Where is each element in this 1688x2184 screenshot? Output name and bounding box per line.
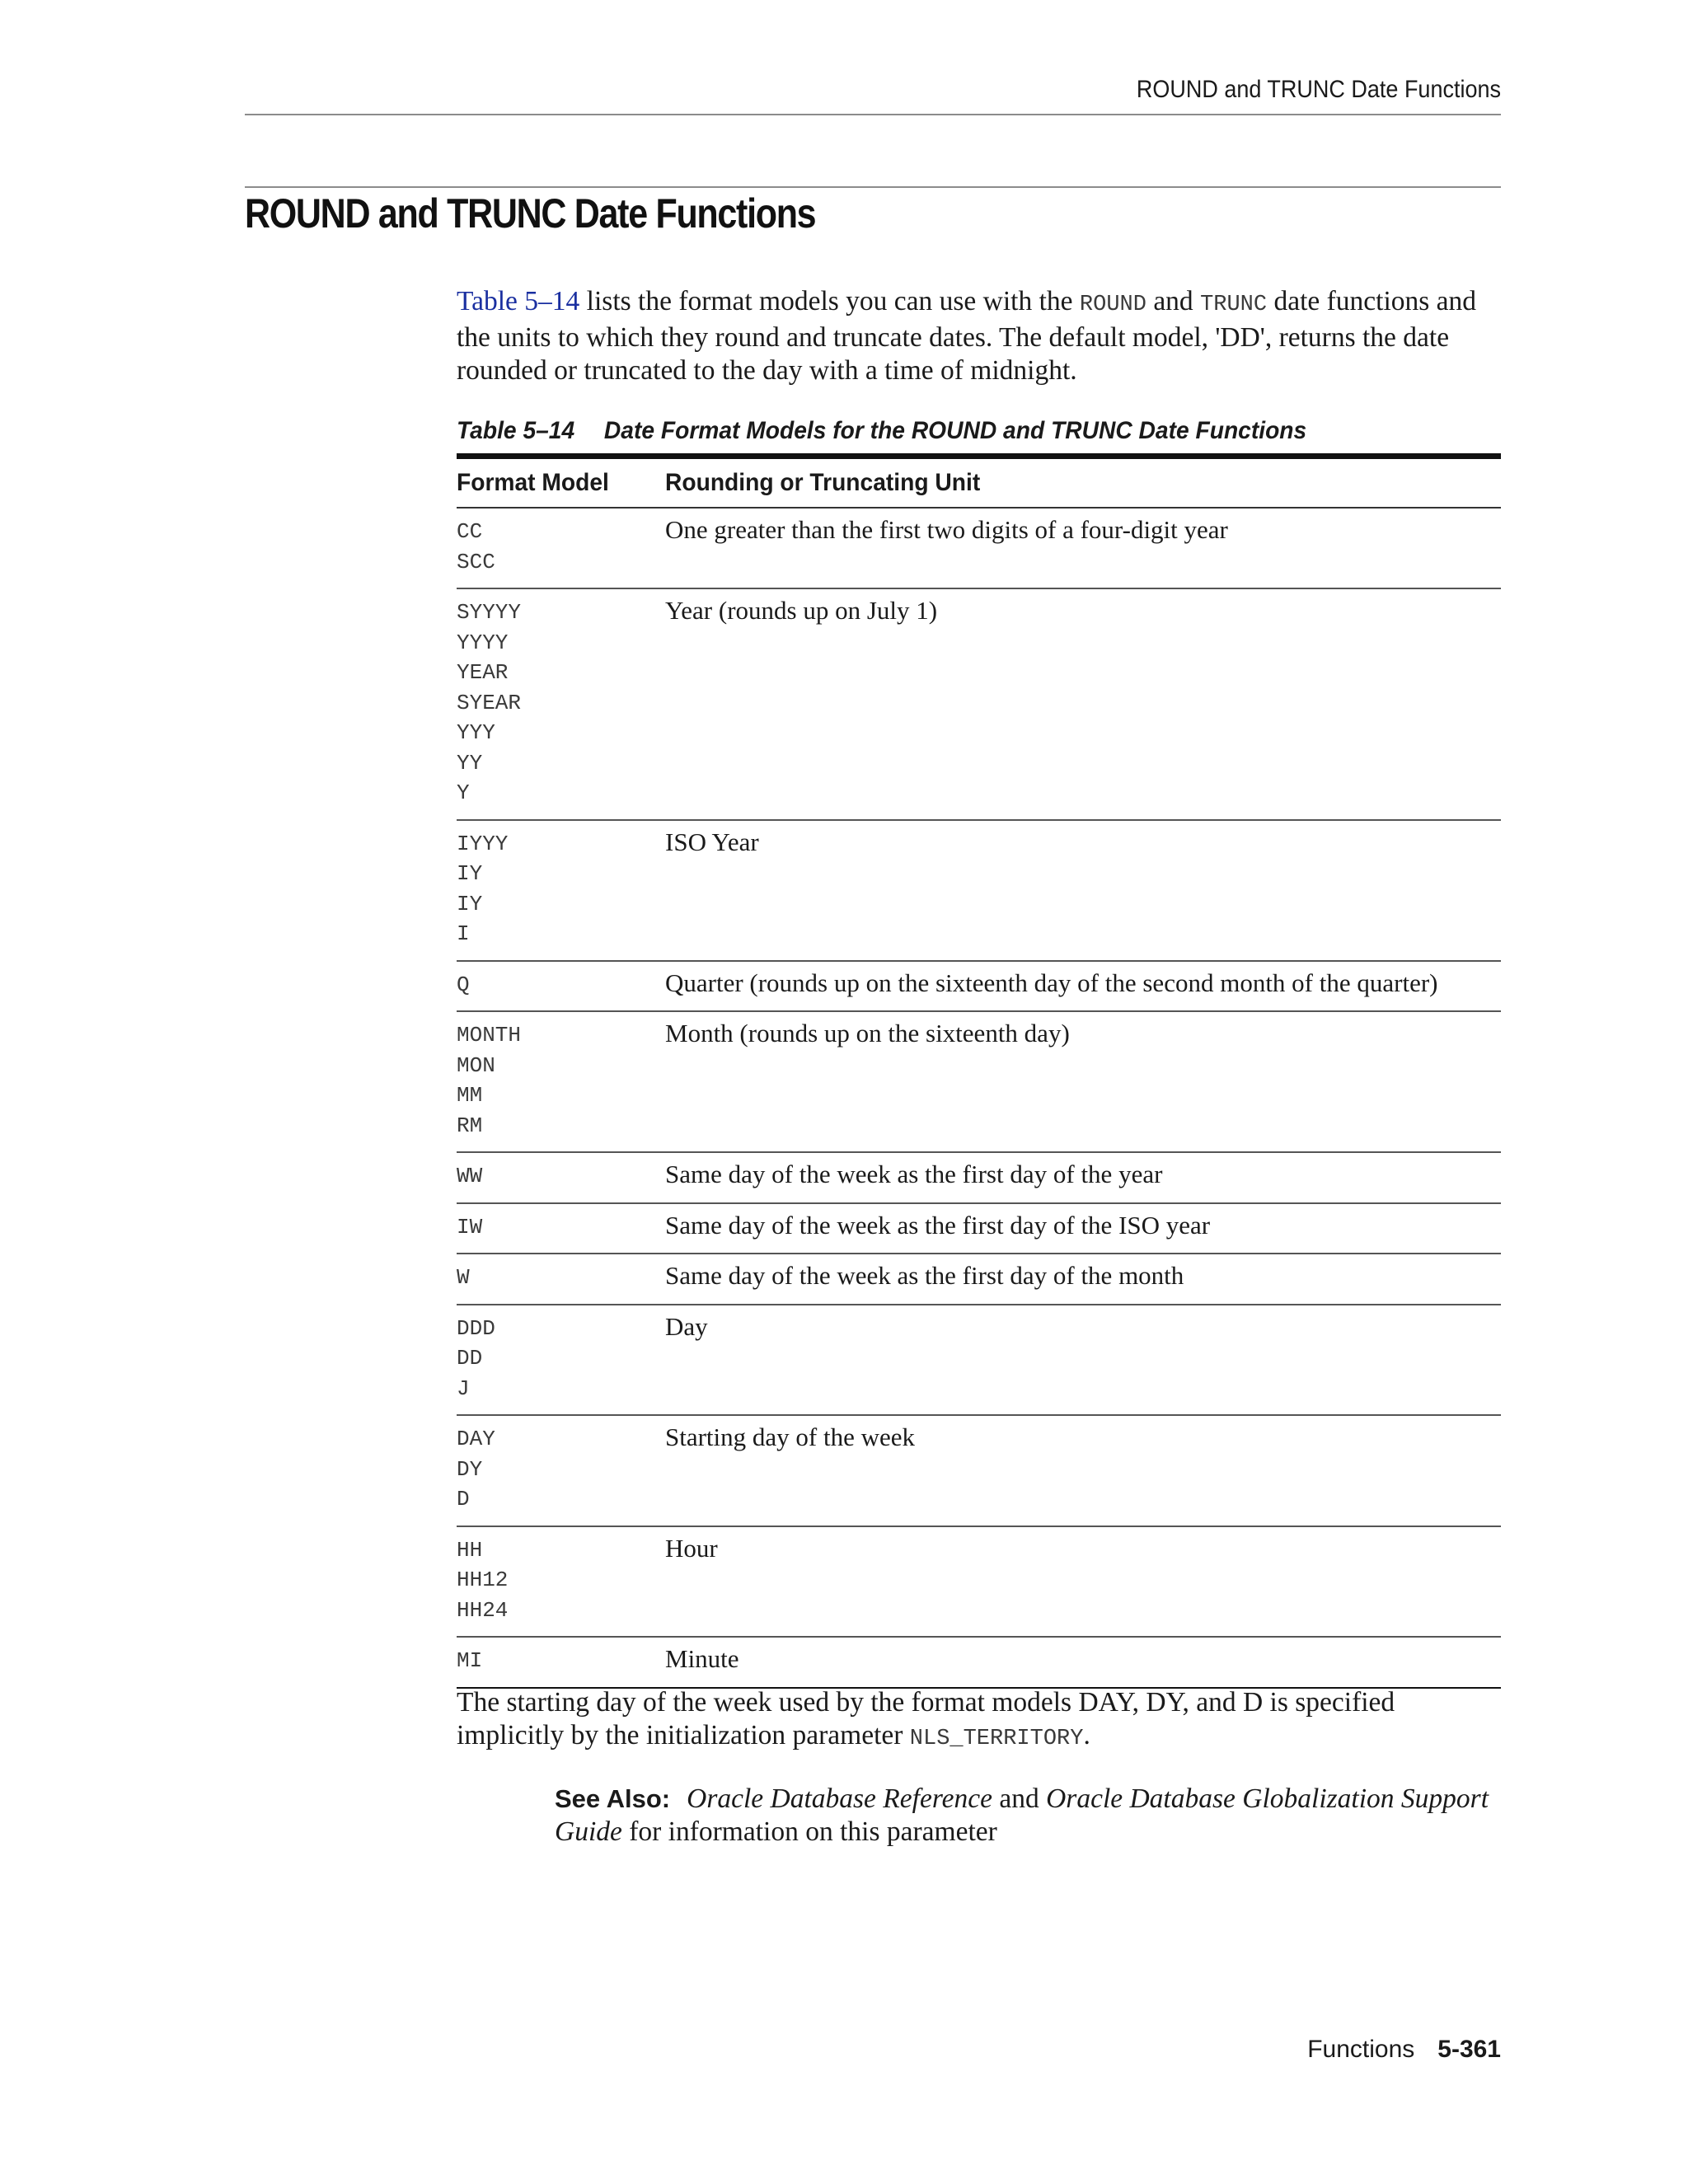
table-row [457, 1637, 1501, 1688]
format-model-cell [457, 588, 665, 820]
format-model-cell [457, 961, 665, 1012]
rounding-unit-cell: Minute [665, 1644, 739, 1673]
format-model-code: SCC [457, 549, 495, 574]
rounding-unit-cell: Same day of the week as the first day of the year [665, 1160, 1163, 1188]
section-rule [245, 186, 1501, 188]
format-model-code: CC [457, 519, 483, 544]
trunc-code: TRUNC [1200, 293, 1268, 317]
see-also-text-1: and [992, 1783, 1047, 1814]
rounding-unit-cell: Hour [665, 1533, 718, 1563]
format-model-cell [457, 1203, 665, 1254]
see-also-ref-database-reference[interactable]: Oracle Database Reference [687, 1783, 992, 1814]
format-model-code: I [457, 921, 470, 946]
format-model-code: HH [457, 1537, 483, 1563]
format-model-code: MI [457, 1648, 483, 1673]
format-model-code: MM [457, 1083, 483, 1108]
table-header-row [457, 457, 1501, 509]
format-model-code: DY [457, 1456, 483, 1482]
table-row [457, 1254, 1501, 1305]
format-model-code: SYYYY [457, 600, 522, 625]
round-code: ROUND [1079, 293, 1146, 317]
format-model-cell [457, 1415, 665, 1526]
after-table-paragraph [457, 1686, 1501, 1755]
rounding-unit-cell: Starting day of the week [665, 1422, 916, 1451]
table-row [457, 588, 1501, 820]
format-model-code: YYYY [457, 630, 509, 655]
header-rounding-unit: Rounding or Truncating Unit [665, 468, 981, 496]
table-row [457, 1305, 1501, 1416]
format-model-cell [457, 1152, 665, 1203]
format-model-code: W [457, 1265, 470, 1290]
format-model-code: RM [457, 1113, 483, 1138]
intro-text-3: date functions and the units to which they round and truncate dates. The default model, 'DD', returns the date rounded or truncated to the day with a time of midnight. [457, 286, 1477, 386]
rounding-unit-cell: Day [665, 1311, 708, 1341]
format-model-code: Y [457, 780, 470, 805]
table-caption [457, 417, 1306, 445]
after-text-2: . [1083, 1720, 1090, 1750]
rounding-unit-cell: Same day of the week as the first day of the month [665, 1261, 1184, 1290]
intro-paragraph [457, 285, 1501, 387]
see-also-label: See Also: [555, 1784, 671, 1813]
see-also-note [555, 1783, 1501, 1849]
table-row [457, 961, 1501, 1012]
format-model-code: IYYY [457, 831, 509, 856]
table-row [457, 1526, 1501, 1638]
format-model-code: HH12 [457, 1568, 509, 1592]
format-models-table [457, 453, 1501, 1689]
rounding-unit-cell: Same day of the week as the first day of the ISO year [665, 1210, 1211, 1240]
format-model-cell [457, 1254, 665, 1305]
format-model-code: DDD [457, 1315, 495, 1341]
format-model-cell [457, 508, 665, 588]
format-model-code: SYEAR [457, 690, 522, 715]
format-model-code: D [457, 1487, 470, 1511]
format-model-cell [457, 1637, 665, 1688]
format-model-code: DAY [457, 1427, 495, 1451]
format-model-cell [457, 1526, 665, 1638]
header-rule [245, 114, 1501, 115]
rounding-unit-cell: Month (rounds up on the sixteenth day) [665, 1019, 1070, 1047]
footer-section: Functions [1307, 2036, 1415, 2063]
see-also-text-2: for information on this parameter [621, 1816, 997, 1847]
format-model-code: MONTH [457, 1023, 522, 1047]
header-format-model: Format Model [457, 468, 609, 496]
format-model-code: IY [457, 861, 483, 886]
format-model-code: DD [457, 1346, 483, 1371]
rounding-unit-cell: One greater than the first two digits of a four-digit year [665, 515, 1228, 544]
table-row [457, 508, 1501, 588]
nls-territory-code: NLS_TERRITORY [909, 1727, 1084, 1751]
format-model-code: IY [457, 891, 483, 916]
see-also-ref-globalization-guide[interactable]: Oracle Database Globalization Support Guide [555, 1783, 1489, 1847]
table-row [457, 1203, 1501, 1254]
rounding-unit-cell: Year (rounds up on July 1) [665, 596, 938, 625]
running-header: ROUND and TRUNC Date Functions [1136, 76, 1501, 103]
format-model-code: J [457, 1376, 470, 1401]
table-reference-link[interactable]: Table 5–14 [457, 286, 580, 316]
after-text-1: The starting day of the week used by the format models DAY, DY, and D is specified implicitly by the initialization parameter [457, 1687, 1395, 1750]
format-model-code: WW [457, 1164, 483, 1188]
table-caption-title: Date Format Models for the ROUND and TRUNC Date Functions [603, 417, 1307, 444]
format-model-code: HH24 [457, 1597, 509, 1623]
format-model-code: IW [457, 1214, 483, 1240]
intro-text-1: lists the format models you can use with the [579, 286, 1080, 316]
rounding-unit-cell: Quarter (rounds up on the sixteenth day of the second month of the quarter) [665, 968, 1438, 997]
page-footer [0, 2036, 1501, 2064]
format-model-code: YYY [457, 720, 495, 745]
table-caption-number: Table 5–14 [457, 417, 575, 444]
format-model-code: Q [457, 972, 470, 997]
format-model-cell [457, 1011, 665, 1152]
intro-text-2: and [1146, 286, 1201, 316]
table-row [457, 1011, 1501, 1152]
format-model-code: MON [457, 1052, 495, 1078]
table-row [457, 820, 1501, 961]
table-row [457, 1152, 1501, 1203]
section-title: ROUND and TRUNC Date Functions [245, 190, 816, 237]
format-model-code: YEAR [457, 660, 509, 685]
rounding-unit-cell: ISO Year [665, 827, 759, 856]
format-model-cell [457, 1305, 665, 1416]
format-model-cell [457, 820, 665, 961]
page-number: 5-361 [1437, 2036, 1501, 2063]
table-row [457, 1415, 1501, 1526]
format-model-code: YY [457, 750, 483, 776]
